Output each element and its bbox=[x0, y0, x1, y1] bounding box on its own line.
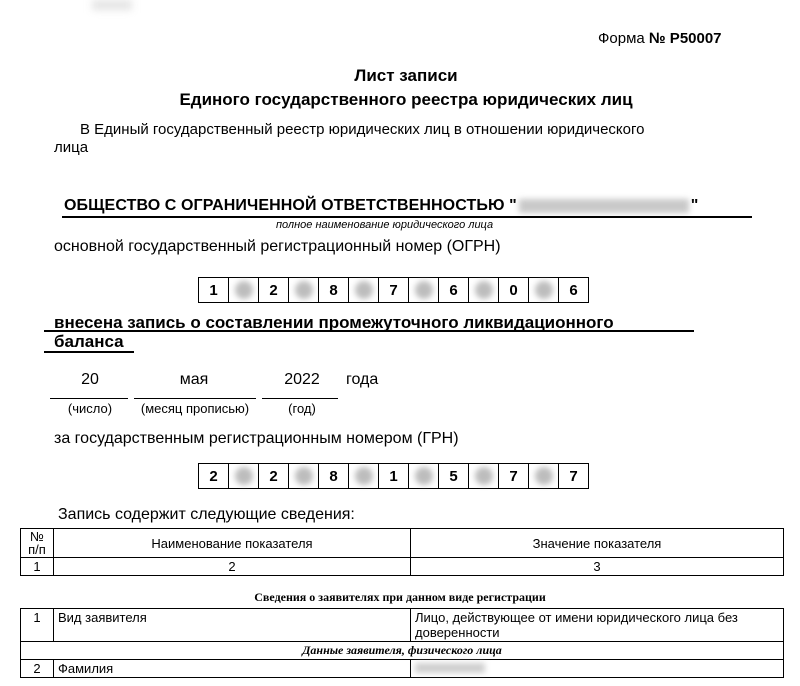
digit-cell: 7 bbox=[379, 278, 409, 302]
date-month-line bbox=[134, 398, 256, 399]
entry-text: внесена запись о составлении промежуточного ликвидационного баланса bbox=[54, 313, 614, 351]
data-table bbox=[20, 608, 784, 678]
digit-cell bbox=[349, 278, 379, 302]
col-num-header: № п/п bbox=[21, 529, 54, 558]
blurred-mark bbox=[92, 0, 132, 10]
digit-cell: 5 bbox=[439, 464, 469, 488]
date-day-caption: (число) bbox=[67, 401, 113, 416]
row-num: 1 bbox=[21, 609, 54, 642]
digit-cell: 7 bbox=[499, 464, 529, 488]
grn-digits bbox=[198, 463, 589, 489]
header-table bbox=[20, 528, 784, 576]
row-name: Вид заявителя bbox=[54, 609, 411, 642]
digit-cell bbox=[409, 464, 439, 488]
form-number: Форма № Р50007 bbox=[598, 30, 722, 47]
date-month-caption: (месяц прописью) bbox=[140, 401, 250, 416]
date-month: мая bbox=[179, 371, 209, 388]
contains-label: Запись содержит следующие сведения: bbox=[58, 506, 355, 523]
col-value-index: 3 bbox=[411, 558, 784, 576]
digit-cell bbox=[289, 464, 319, 488]
digit-cell bbox=[229, 278, 259, 302]
col-name-header: Наименование показателя bbox=[54, 529, 411, 558]
digit-cell: 8 bbox=[319, 464, 349, 488]
intro-line1: В Единый государственный реестр юридических лиц в отношении юридического bbox=[80, 121, 645, 138]
date-day-line bbox=[50, 398, 128, 399]
row-value: Лицо, действующее от имени юридического лица без доверенности bbox=[411, 609, 784, 642]
digit-cell: 6 bbox=[569, 281, 578, 299]
entry-underline-2 bbox=[44, 351, 134, 353]
row-num: 2 bbox=[21, 660, 54, 678]
redacted-name bbox=[519, 199, 689, 213]
date-year: 2022 bbox=[284, 371, 320, 388]
title-line2: Единого государственного реестра юридических лиц bbox=[179, 90, 633, 109]
date-year-word: года bbox=[346, 371, 379, 388]
digit-cell bbox=[469, 464, 499, 488]
organization-name: ОБЩЕСТВО С ОГРАНИЧЕННОЙ ОТВЕТСТВЕННОСТЬЮ " " bbox=[64, 197, 699, 214]
col-num-index: 1 bbox=[21, 558, 54, 576]
digit-cell: 0 bbox=[499, 278, 529, 302]
intro-line2: лица bbox=[54, 139, 89, 156]
digit-cell: 1 bbox=[199, 278, 229, 302]
digit-cell bbox=[529, 278, 559, 302]
section-title: Сведения о заявителях при данном виде регистрации bbox=[254, 590, 546, 604]
digit-cell bbox=[289, 278, 319, 302]
ogrn-digits bbox=[198, 277, 589, 303]
digit-cell bbox=[529, 464, 559, 488]
digit-cell bbox=[349, 464, 379, 488]
digit-cell: 1 bbox=[379, 464, 409, 488]
digit-cell: 2 bbox=[259, 464, 289, 488]
col-value-header: Значение показателя bbox=[411, 529, 784, 558]
organization-caption: полное наименование юридического лица bbox=[276, 219, 494, 231]
organization-underline bbox=[62, 216, 752, 218]
subsection-title: Данные заявителя, физического лица bbox=[21, 642, 784, 660]
title-line1: Лист записи bbox=[354, 66, 458, 85]
digit-cell: 2 bbox=[259, 278, 289, 302]
digit-cell: 2 bbox=[199, 464, 229, 488]
digit-cell bbox=[409, 278, 439, 302]
digit-cell: 8 bbox=[319, 278, 349, 302]
grn-label: за государственным регистрационным номером (ГРН) bbox=[54, 430, 459, 447]
table-row bbox=[21, 609, 784, 642]
digit-cell bbox=[469, 278, 499, 302]
table-row bbox=[21, 660, 784, 678]
digit-cell bbox=[229, 464, 259, 488]
digit-cell: 7 bbox=[569, 467, 578, 485]
col-name-index: 2 bbox=[54, 558, 411, 576]
ogrn-label: основной государственный регистрационный номер (ОГРН) bbox=[54, 238, 501, 255]
date-day: 20 bbox=[81, 371, 99, 388]
date-year-line bbox=[262, 398, 338, 399]
row-value bbox=[411, 660, 784, 678]
digit-cell: 6 bbox=[439, 278, 469, 302]
row-name: Фамилия bbox=[54, 660, 411, 678]
redacted-value bbox=[415, 663, 485, 673]
date-year-caption: (год) bbox=[288, 401, 316, 416]
